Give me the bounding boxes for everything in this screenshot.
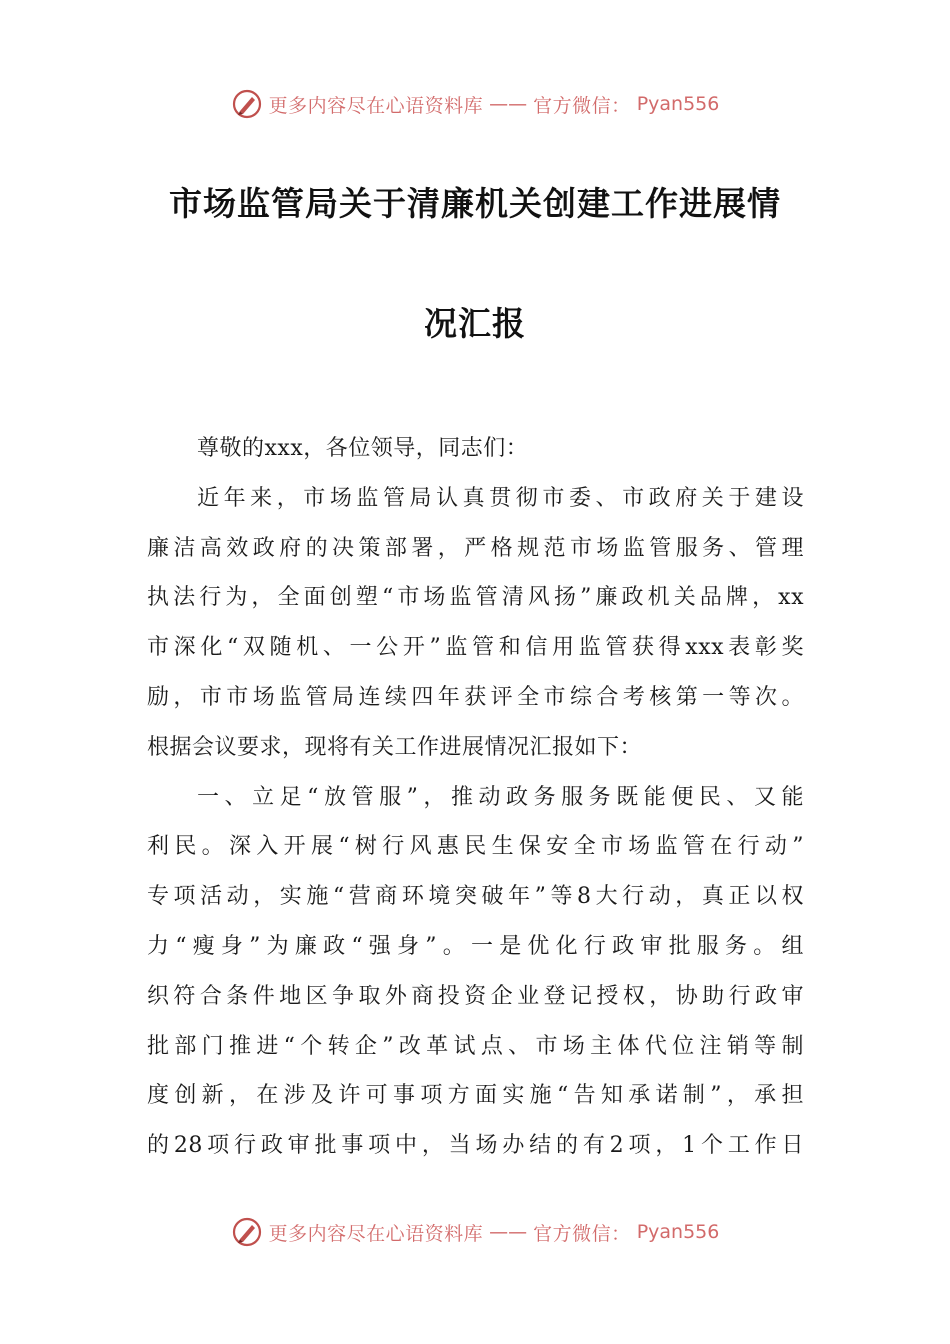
body-line: 的28项行政审批事项中，当场办结的有2项，1个工作日 xyxy=(147,1133,804,1159)
watermark-text: 更多内容尽在心语资料库 xyxy=(268,1222,484,1245)
salutation-line: 尊敬的xxx，各位领导，同志们： xyxy=(197,436,529,461)
body-line: 织符合条件地区争取外商投资企业登记授权，协助行政审 xyxy=(147,983,804,1009)
body-line: 度创新，在涉及许可事项方面实施“告知承诺制”，承担 xyxy=(147,1083,804,1109)
watermark-header xyxy=(0,84,950,124)
pen-logo-icon xyxy=(231,1216,263,1248)
watermark-wechat-id: Pyan556 xyxy=(636,1221,720,1243)
pen-logo-icon xyxy=(231,88,263,120)
body-line: 一、立足“放管服”，推动政务服务既能便民、又能 xyxy=(197,784,804,810)
body-line: 专项活动，实施“营商环境突破年”等8大行动，真正以权 xyxy=(147,884,804,910)
watermark-dash: —— xyxy=(489,1221,528,1243)
body-line: 廉洁高效政府的决策部署，严格规范市场监管服务、管理 xyxy=(147,535,804,561)
watermark-wechat-id: Pyan556 xyxy=(636,93,720,115)
body-line: 力“瘦身”为廉政“强身”。一是优化行政审批服务。组 xyxy=(147,933,804,959)
watermark-label: 官方微信： xyxy=(533,1222,631,1245)
body-line: 市深化“双随机、一公开”监管和信用监管获得xxx表彰奖 xyxy=(147,635,804,661)
watermark-footer xyxy=(0,1212,950,1252)
body-line: 批部门推进“个转企”改革试点、市场主体代位注销等制 xyxy=(147,1033,804,1059)
body-line: 励，市市场监管局连续四年获评全市综合考核第一等次。 xyxy=(147,684,804,710)
body-line: 利民。深入开展“树行风惠民生保安全市场监管在行动” xyxy=(147,834,804,860)
watermark-label: 官方微信： xyxy=(533,94,631,117)
body-line: 执法行为，全面创塑“市场监管清风扬”廉政机关品牌，xx xyxy=(147,585,804,611)
watermark-dash: —— xyxy=(489,93,528,115)
body-line: 根据会议要求，现将有关工作进展情况汇报如下： xyxy=(147,734,643,760)
watermark-text: 更多内容尽在心语资料库 xyxy=(268,94,484,117)
document-title-line-1: 市场监管局关于清廉机关创建工作进展情 xyxy=(169,184,781,223)
document-title-line-2: 况汇报 xyxy=(424,304,526,343)
body-line: 近年来，市场监管局认真贯彻市委、市政府关于建设 xyxy=(197,485,804,511)
document-body xyxy=(147,424,804,1171)
